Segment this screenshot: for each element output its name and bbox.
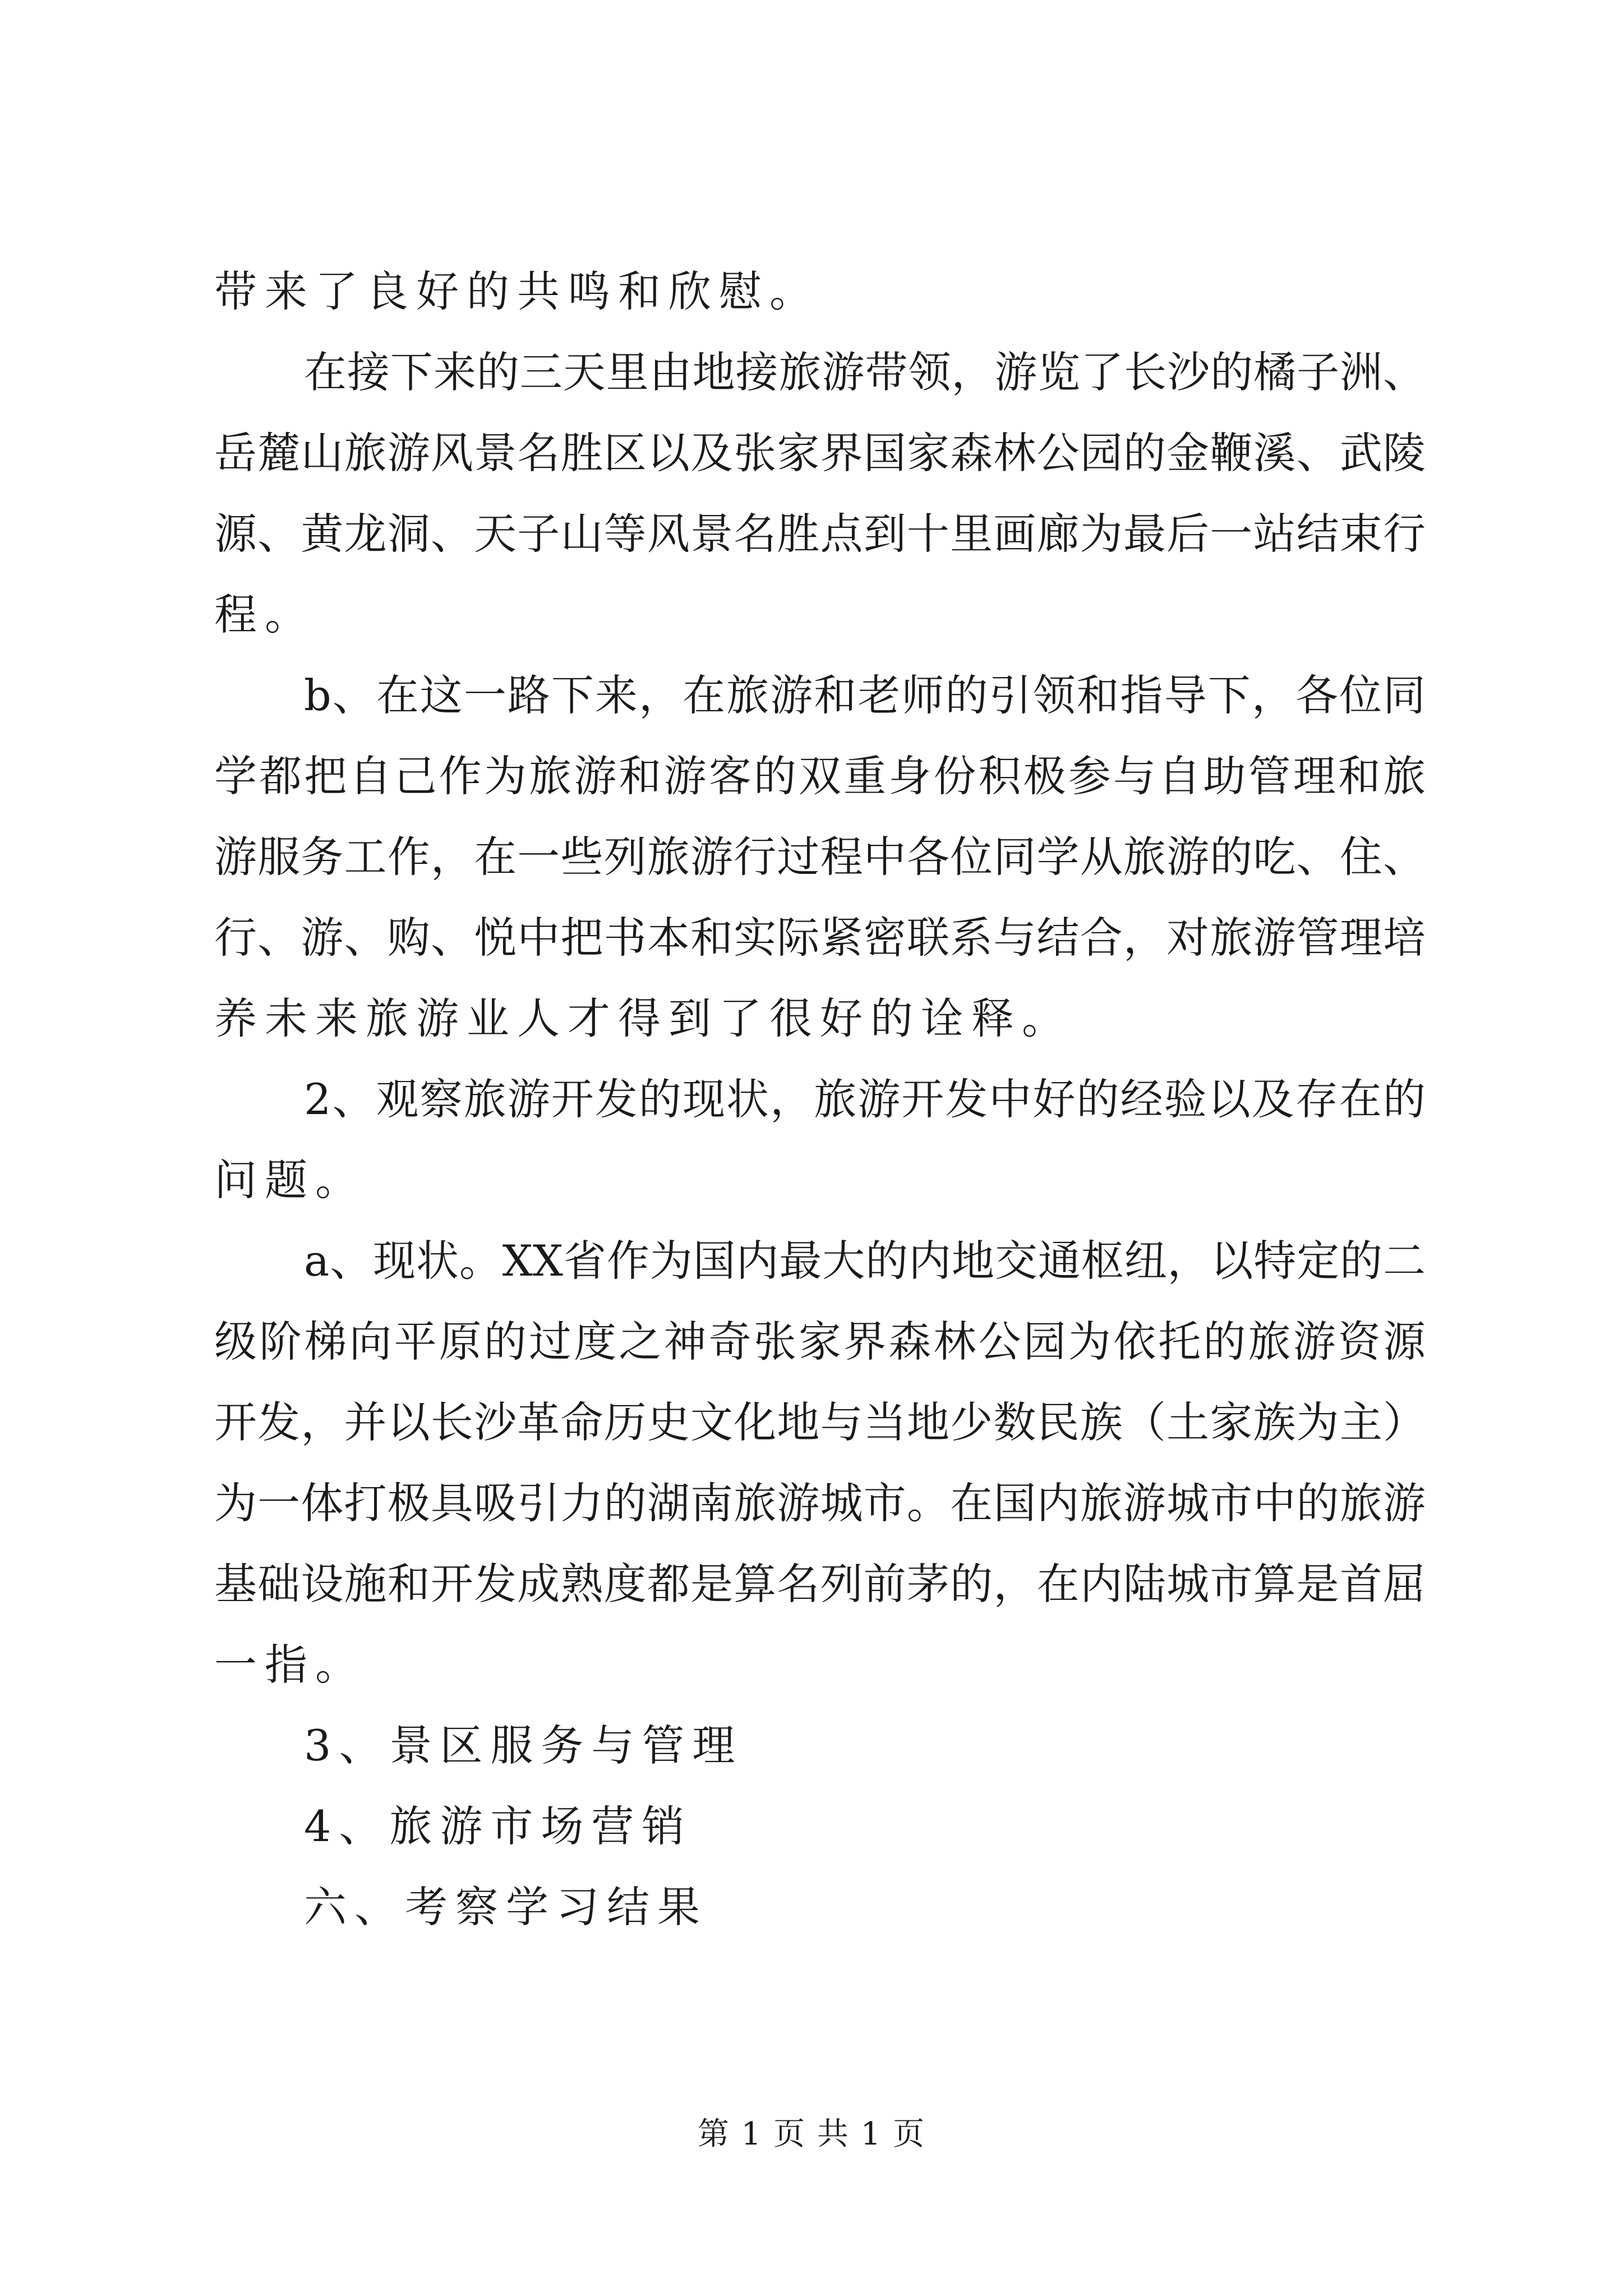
text-line: 行、游、购、悦中把书本和实际紧密联系与结合，对旅游管理培 bbox=[214, 913, 1426, 963]
text-line: 游服务工作，在一些列旅游行过程中各位同学从旅游的吃、住、 bbox=[214, 832, 1426, 882]
text-line: 问题。 bbox=[214, 1155, 366, 1205]
text-line: 养未来旅游业人才得到了很好的诠释。 bbox=[214, 993, 1072, 1043]
text-line: 源、黄龙洞、天子山等风景名胜点到十里画廊为最后一站结束行 bbox=[214, 509, 1426, 559]
text-line: 带来了良好的共鸣和欣慰。 bbox=[214, 266, 820, 316]
text-line: 4、旅游市场营销 bbox=[304, 1801, 693, 1851]
text-line: 六、考察学习结果 bbox=[304, 1882, 708, 1932]
text-line: 3、景区服务与管理 bbox=[304, 1720, 743, 1770]
text-line: a、现状。XX省作为国内最大的内地交通枢纽，以特定的二 bbox=[304, 1236, 1426, 1286]
text-line: 基础设施和开发成熟度都是算名列前茅的，在内陆城市算是首屈 bbox=[214, 1559, 1426, 1609]
text-line: 岳麓山旅游风景名胜区以及张家界国家森林公园的金鞭溪、武陵 bbox=[214, 428, 1426, 478]
text-line: 程。 bbox=[214, 590, 315, 639]
text-line: 2、观察旅游开发的现状，旅游开发中好的经验以及存在的 bbox=[304, 1074, 1426, 1124]
page-footer: 第 1 页 共 1 页 bbox=[697, 2116, 926, 2152]
text-line: 级阶梯向平原的过度之神奇张家界森林公园为依托的旅游资源 bbox=[214, 1317, 1426, 1366]
text-line: 在接下来的三天里由地接旅游带领，游览了长沙的橘子洲、 bbox=[304, 347, 1426, 397]
text-line: 一指。 bbox=[214, 1640, 366, 1690]
text-line: b、在这一路下来，在旅游和老师的引领和指导下，各位同 bbox=[304, 670, 1426, 720]
text-line: 开发，并以长沙革命历史文化地与当地少数民族（土家族为主） bbox=[214, 1397, 1426, 1447]
text-line: 学都把自己作为旅游和游客的双重身份积极参与自助管理和旅 bbox=[214, 751, 1426, 801]
text-line: 为一体打极具吸引力的湖南旅游城市。在国内旅游城市中的旅游 bbox=[214, 1478, 1426, 1528]
document-body bbox=[214, 251, 1426, 1948]
